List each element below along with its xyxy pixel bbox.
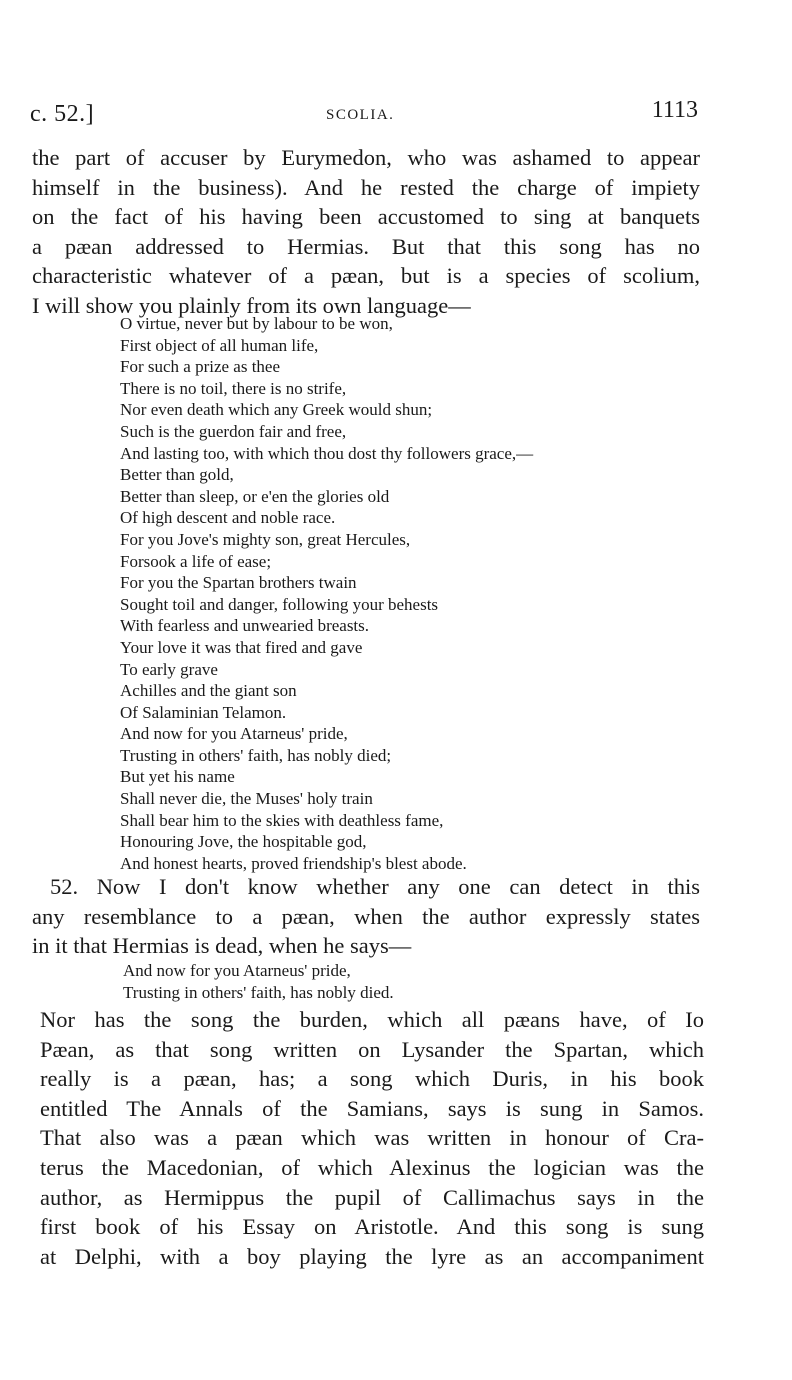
verse-line: For such a prize as thee <box>120 357 281 377</box>
text-line: himself in the business). And he rested the charge of impiety <box>32 174 700 200</box>
text-line: terus the Macedonian, of which Alexinus the logician was the <box>40 1154 704 1180</box>
text-line: That also was a pæan which was written in honour of Cra- <box>40 1125 704 1151</box>
verse-line: With fearless and unwearied breasts. <box>120 616 370 636</box>
verse-line: Forsook a life of ease; <box>120 551 272 571</box>
verse-line: Achilles and the giant son <box>120 681 297 701</box>
verse-line: O virtue, never but by labour to be won, <box>120 314 393 333</box>
running-title: SCOLIA. <box>326 107 395 123</box>
text-line: author, as Hermippus the pupil of Callimachus says in the <box>40 1184 704 1210</box>
text-line: Nor has the song the burden, which all pæans have, of Io <box>40 1007 704 1032</box>
text-line: first book of his Essay on Aristotle. And this song is sung <box>40 1214 704 1240</box>
text-line: in it that Hermias is dead, when he says— <box>32 933 412 959</box>
verse-quotation <box>123 960 693 1003</box>
verse-line: And now for you Atarneus' pride, <box>120 724 348 744</box>
verse-line: And lasting too, with which thou dost thy followers grace,— <box>120 443 534 463</box>
verse-line: And honest hearts, proved friendship's blest abode. <box>120 853 467 873</box>
text-line: characteristic whatever of a pæan, but is a species of scolium, <box>32 263 700 289</box>
verse-line: Of Salaminian Telamon. <box>120 702 287 722</box>
text-line: Pæan, as that song written on Lysander the Spartan, which <box>40 1036 704 1062</box>
text-line: really is a pæan, has; a song which Duris, in his book <box>40 1066 704 1092</box>
verse-line: For you Jove's mighty son, great Hercules, <box>120 529 411 549</box>
verse-line: Trusting in others' faith, has nobly died; <box>120 745 392 765</box>
text-line: a pæan addressed to Hermias. But that this song has no <box>32 233 700 259</box>
verse-line: First object of all human life, <box>120 335 319 355</box>
verse-line: Your love it was that fired and gave <box>120 637 363 657</box>
text-line: on the fact of his having been accustomed to sing at banquets <box>32 204 700 230</box>
paragraph-accusation <box>32 143 700 321</box>
text-line: 52. Now I don't know whether any one can detect in this <box>50 874 700 899</box>
text-line: at Delphi, with a boy playing the lyre as an accompaniment <box>40 1243 704 1269</box>
verse-line: Nor even death which any Greek would shun; <box>120 400 433 420</box>
verse-line: Better than gold, <box>120 465 234 485</box>
verse-line: Sought toil and danger, following your behests <box>120 594 439 614</box>
verse-hymn-to-virtue <box>120 313 690 874</box>
verse-line: Honouring Jove, the hospitable god, <box>120 832 367 852</box>
verse-line: Shall never die, the Muses' holy train <box>120 789 373 809</box>
text-line: any resemblance to a pæan, when the author expressly states <box>32 903 700 929</box>
verse-line: To early grave <box>120 659 218 679</box>
text-line: I will show you plainly from its own language— <box>32 292 471 318</box>
verse-line: And now for you Atarneus' pride, <box>123 961 351 980</box>
page-number: 1113 <box>651 97 698 123</box>
verse-line: For you the Spartan brothers twain <box>120 573 357 593</box>
verse-line: Better than sleep, or e'en the glories old <box>120 486 390 506</box>
verse-line: Trusting in others' faith, has nobly died. <box>123 982 394 1002</box>
paragraph-section-52 <box>32 872 700 961</box>
verse-line: Such is the guerdon fair and free, <box>120 421 347 441</box>
verse-line: Shall bear him to the skies with deathless fame, <box>120 810 444 830</box>
verse-line: There is no toil, there is no strife, <box>120 378 347 398</box>
verse-line: But yet his name <box>120 767 235 787</box>
verse-line: Of high descent and noble race. <box>120 508 336 528</box>
running-header <box>30 97 698 133</box>
paragraph-paean-burden <box>40 1005 704 1271</box>
text-line: the part of accuser by Eurymedon, who was ashamed to appear <box>32 145 700 170</box>
text-line: entitled The Annals of the Samians, says is sung in Samos. <box>40 1095 704 1121</box>
chapter-reference: c. 52.] <box>30 101 95 127</box>
